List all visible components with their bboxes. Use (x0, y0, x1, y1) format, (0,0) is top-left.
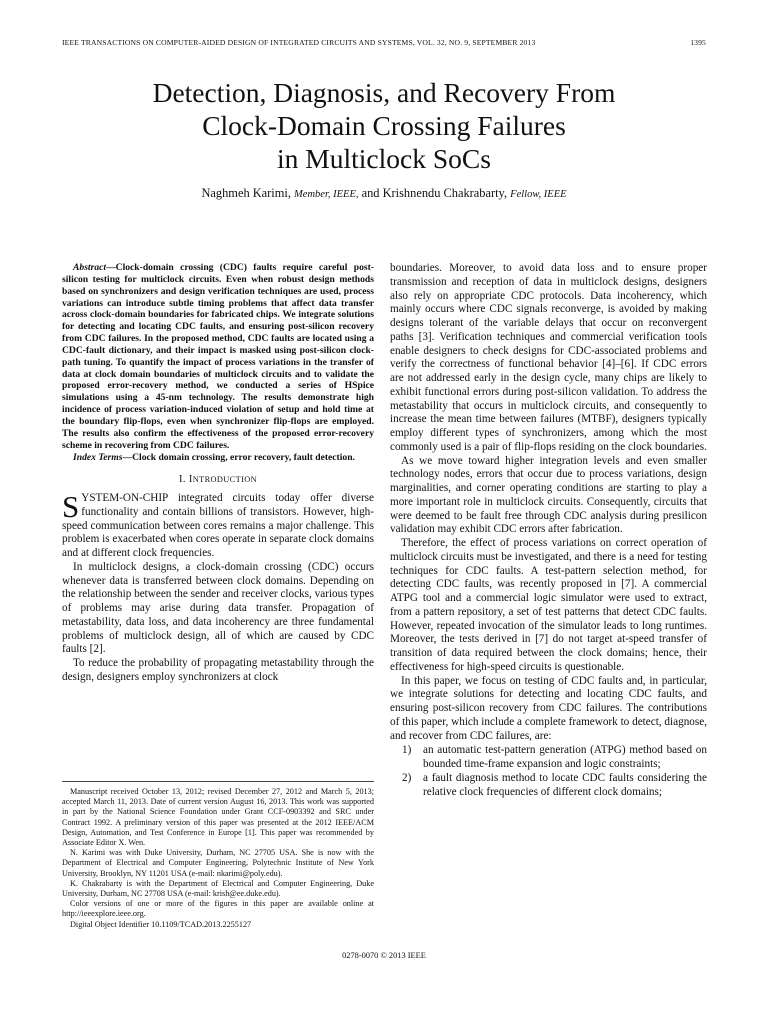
footnote-color-versions: Color versions of one or more of the figures in this paper are available online at http://ieeexplore.ieee.org. (62, 899, 374, 919)
intro-paragraph: In multiclock designs, a clock-domain crossing (CDC) occurs whenever data is transferred between clock domains. Depending on the relationship between the sender and receiver clocks, various types of problems may arise during data transfer. Propagation of metastability, data loss, and data incoherency are three fundamental problems of multiclock design, all of which are caused by CDC faults [2]. (62, 560, 374, 656)
index-terms-label: Index Terms (73, 451, 123, 463)
footnote-author-1: N. Karimi was with Duke University, Durham, NC 27705 USA. She is now with the Department of Electrical and Computer Engineering, Polytechnic Institute of New York University, Brooklyn, NY 11201 USA (e-mail: nkarimi@poly.edu). (62, 848, 374, 878)
list-item-number: 2) (402, 771, 412, 784)
list-item-number: 1) (402, 744, 412, 757)
footnote-manuscript: Manuscript received October 13, 2012; revised December 27, 2012 and March 5, 2013; accepted March 11, 2013. Date of current version August 16, 2013. This work was supported in part by the National Science Foundation under Grant CCF-0903392 and SRC under Contract 1992. A preliminary version of this paper was presented at the 2012 IEEE/ACM Design, Automation, and Test Conference in Europe [1]. This paper was recommended by Associate Editor X. Wen. (62, 787, 374, 848)
body-paragraph: boundaries. Moreover, to avoid data loss and to ensure proper transmission and reception of data in multiclock designs, designers also rely on appropriate CDC protocols. Data incoherency, which mainly occurs where CDC signals reconverge, is avoided by making designs tolerant of the variable delays that occur on reconvergent paths [3]. Verification techniques and commercial verification tools enable designers to check designs for CDC-associated problems and verify the correctness of functional behavior [4]–[6]. If CDC errors are not addressed early in the design cycle, many chips are likely to exhibit functional errors during post-silicon validation. To address the metastability that occurs in multiclock circuits, and consequently to increase the mean time between failures (MTBF), designers typically employ different types of synchronizers, among which the most commonly used is a pair of flip-flops residing on the clock boundaries. (390, 262, 707, 453)
contribution-list (390, 744, 707, 799)
title-line: Clock-Domain Crossing Failures (202, 110, 566, 141)
body-paragraph: As we move toward higher integration levels and even smaller technology nodes, errors that occur due to process variations, design marginalities, and corner operating conditions are starting to play a more important role in multiclock circuits. Consequently, circuits that were deemed to be fault free through CDC analysis during presilicon validation may exhibit CDC errors after fabrication. (390, 454, 707, 536)
footnote-doi: Digital Object Identifier 10.1109/TCAD.2013.2255127 (70, 919, 252, 929)
section-initial: I (188, 474, 193, 486)
body-paragraph: In this paper, we focus on testing of CDC faults and, in particular, we integrate solutions for detecting and locating CDC faults, and ensuring post-silicon recovery from CDC failures. The contributions of this paper, which include a complete framework to detect, diagnose, and recover from CDC failures, are: (390, 674, 707, 742)
abstract (62, 262, 374, 452)
journal-header: IEEE TRANSACTIONS ON COMPUTER-AIDED DESIGN OF INTEGRATED CIRCUITS AND SYSTEMS, VOL. 32, NO. 9, SEPTEMBER 2013 (62, 38, 536, 47)
index-terms (62, 452, 374, 464)
title-line: Detection, Diagnosis, and Recovery From (152, 77, 616, 108)
footnote-block (62, 781, 374, 930)
intro-first-word: YSTEM-ON-CHIP (81, 492, 168, 505)
section-title-rest: NTRODUCTION (192, 475, 258, 485)
list-item (390, 772, 707, 800)
author-name: Krishnendu Chakrabarty, (382, 186, 508, 200)
list-item-text: an automatic test-pattern generation (ATPG) method based on bounded time-frame expansion and logic constraints; (423, 744, 707, 770)
title-block (62, 76, 706, 202)
page-number: 1395 (690, 38, 706, 47)
footnote-author-2: K. Chakrabarty is with the Department of Electrical and Computer Engineering, Duke University, Durham, NC 27708 USA (e-mail: krish@ee.duke.edu). (62, 878, 374, 899)
abstract-label: Abstract (73, 262, 107, 273)
author-line (62, 186, 706, 202)
running-head (62, 38, 706, 50)
intro-paragraph (62, 489, 374, 561)
drop-cap: S (62, 489, 80, 525)
abstract-text: —Clock-domain crossing (CDC) faults require careful post-silicon testing for multiclock circuits. Even when robust design methods based on synchronizers and design verification techniques are used, process variations can introduce subtle timing problems that affect data transfer across clock-domain boundaries for fabricated chips. We integrate solutions for detecting and locating CDC faults, and ensuring post-silicon recovery from CDC failures. In the proposed method, CDC faults are located using a CDC-fault dictionary, and their impact is masked using post-silicon clock-path tuning. To quantify the impact of process variations in the transfer of data at clock domain boundaries of multiclock circuits and to validate the proposed error-recovery method, we conducted a series of HSpice simulations using a 45-nm technology. The results demonstrate high incidence of process variation-induced violation of setup and hold time at the boundary flip-flops, even when synchronizer flip-flops are employed. The results also confirm the effectiveness of the proposed error-recovery scheme in recovering from CDC failures. (62, 262, 374, 451)
author-name: Naghmeh Karimi, (201, 186, 291, 200)
section-number: I. (178, 474, 186, 486)
title-line: in Multiclock SoCs (277, 143, 491, 174)
author-conjunction: and (361, 186, 380, 200)
author-grade: Member, IEEE, (294, 189, 359, 200)
right-column (390, 262, 707, 799)
intro-text: integrated circuits today offer diverse functionality and contain billions of transistors. However, high-speed communication between cores remains a major challenge. This problem is exacerbated when cores operate in separate clock domains and at different clock frequencies. (62, 492, 374, 560)
intro-paragraph: To reduce the probability of propagating metastability through the design, designers employ synchronizers at clock (62, 657, 374, 683)
index-terms-text: —Clock domain crossing, error recovery, fault detection. (122, 451, 355, 463)
list-item-text: a fault diagnosis method to locate CDC faults considering the relative clock frequencies of different clock domains; (423, 771, 707, 798)
section-heading (62, 473, 374, 487)
left-column (62, 262, 374, 685)
author-grade: Fellow, IEEE (510, 189, 567, 200)
copyright-notice: 0278-0070 © 2013 IEEE (342, 951, 426, 960)
paper-title (62, 76, 706, 175)
body-paragraph: Therefore, the effect of process variations on correct operation of multiclock circuits must be investigated, and there is a need for testing techniques for CDC faults. A test-pattern selection method, for detecting CDC faults, was recently proposed in [7]. A commercial ATPG tool and a commercial logic simulator were used to extract, from a pattern repository, a set of test patterns that detect CDC faults. However, repeated invocation of the simulator leads to long runtimes. Moreover, the tests derived in [7] do not target at-speed transfer of transition of data required between the clock domains; hence, their effectiveness for high-speed circuits is questionable. (390, 537, 707, 673)
list-item (390, 744, 707, 772)
